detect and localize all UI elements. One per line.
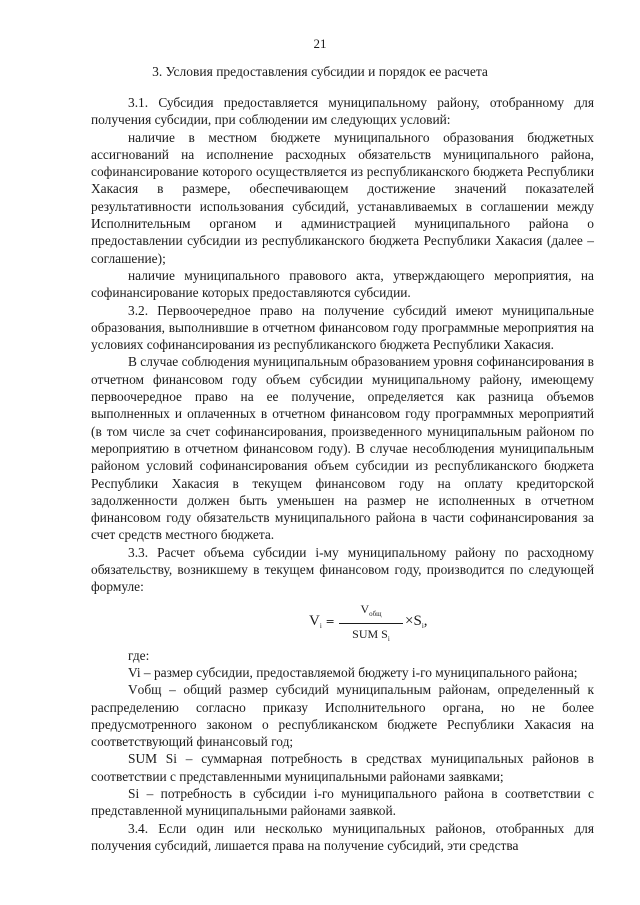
where-label: где: — [128, 647, 150, 663]
formula-fraction — [339, 601, 403, 647]
formula-denominator: SUM $S_i$ — [352, 626, 390, 643]
definition-sum-si: SUM Si – суммарная потребность в средствах муниципальных районов в соответствии с представленными муниципальными районами заявками; — [91, 751, 594, 784]
definition-vobsh: Vобщ – общий размер субсидий муниципальным районам, определенный к распределению согласно приказу Исполнительного органа, но не более предусмотренного законом о республиканском бюджете Республики Хакасия на соответствующий финансовый год; — [91, 682, 594, 750]
paragraph-cofinancing: В случае соблюдения муниципальным образованием уровня софинансирования в отчетном финансовом году объем субсидии муниципальному району, имеющему первоочередное право на ее получение, определяется как разница объемов выполненных и оплаченных в отчетном финансовом году программных мероприятий (в том числе за счет софинансирования, произведенного муниципальным районом по мероприятию в отчетном финансовом году). В случае несоблюдения муниципальным районом условий софинансирования объем субсидии из республиканского бюджета Республики Хакасия в текущем финансовом году на оплату кредиторской задолженности должен быть уменьшен на размер не исполненных в отчетном финансовом году обязательств муниципального района в части софинансирования за счет средств местного бюджета. — [91, 354, 594, 543]
paragraph-3-2: 3.2. Первоочередное право на получение субсидий имеют муниципальные образования, выполнившие в отчетном финансовом году программные мероприятия на условиях софинансирования из республиканского бюджета Республики Хакасия. — [91, 302, 594, 353]
formula-lhs: $V_i$ = — [309, 612, 335, 630]
definition-si: Si – потребность в субсидии i-го муниципального района в соответствии с представленной муниципальными районами заявкой. — [91, 785, 594, 819]
paragraph-3-4: 3.4. Если один или несколько муниципальных районов, отобранных для получения субсидий, лишается права на получение субсидий, эти средства — [91, 820, 594, 853]
section-title: 3. Условия предоставления субсидии и порядок ее расчета — [152, 64, 488, 79]
paragraph-condition-2: наличие муниципального правового акта, утверждающего мероприятия, на софинансирование которых предоставляются субсидии. — [91, 267, 594, 301]
page-number: 21 — [313, 36, 327, 51]
paragraph-condition-1: наличие в местном бюджете муниципального образования бюджетных ассигнований на исполнение расходных обязательств муниципального района, софинансирование которого осуществляется из республиканского бюджета Республики Хакасия в размере, обеспечивающем достижение значений показателей результативности использования субсидий, устанавливаемых в соглашении между Исполнительным органом и администрацией муниципального района о предоставлении субсидии из республиканского бюджета Республики Хакасия (далее – соглашение); — [91, 129, 594, 266]
subsidy-formula — [91, 599, 594, 647]
fraction-bar — [339, 623, 403, 624]
formula-numerator: $V_{общ}$ — [360, 601, 382, 618]
paragraph-3-1: 3.1. Субсидия предоставляется муниципальному району, отобранному для получения субсидии, при соблюдении им следующих условий: — [91, 95, 594, 128]
definition-vi: Vi – размер субсидии, предоставляемой бюджету i-го муниципального района; — [128, 664, 578, 680]
paragraph-3-3: 3.3. Расчет объема субсидии i-му муниципальному району по расходному обязательству, возникшему в текущем финансовом году, производится по следующей формуле: — [91, 544, 594, 595]
formula-rhs: $\times S_i$, — [405, 612, 428, 630]
document-body — [91, 94, 594, 854]
